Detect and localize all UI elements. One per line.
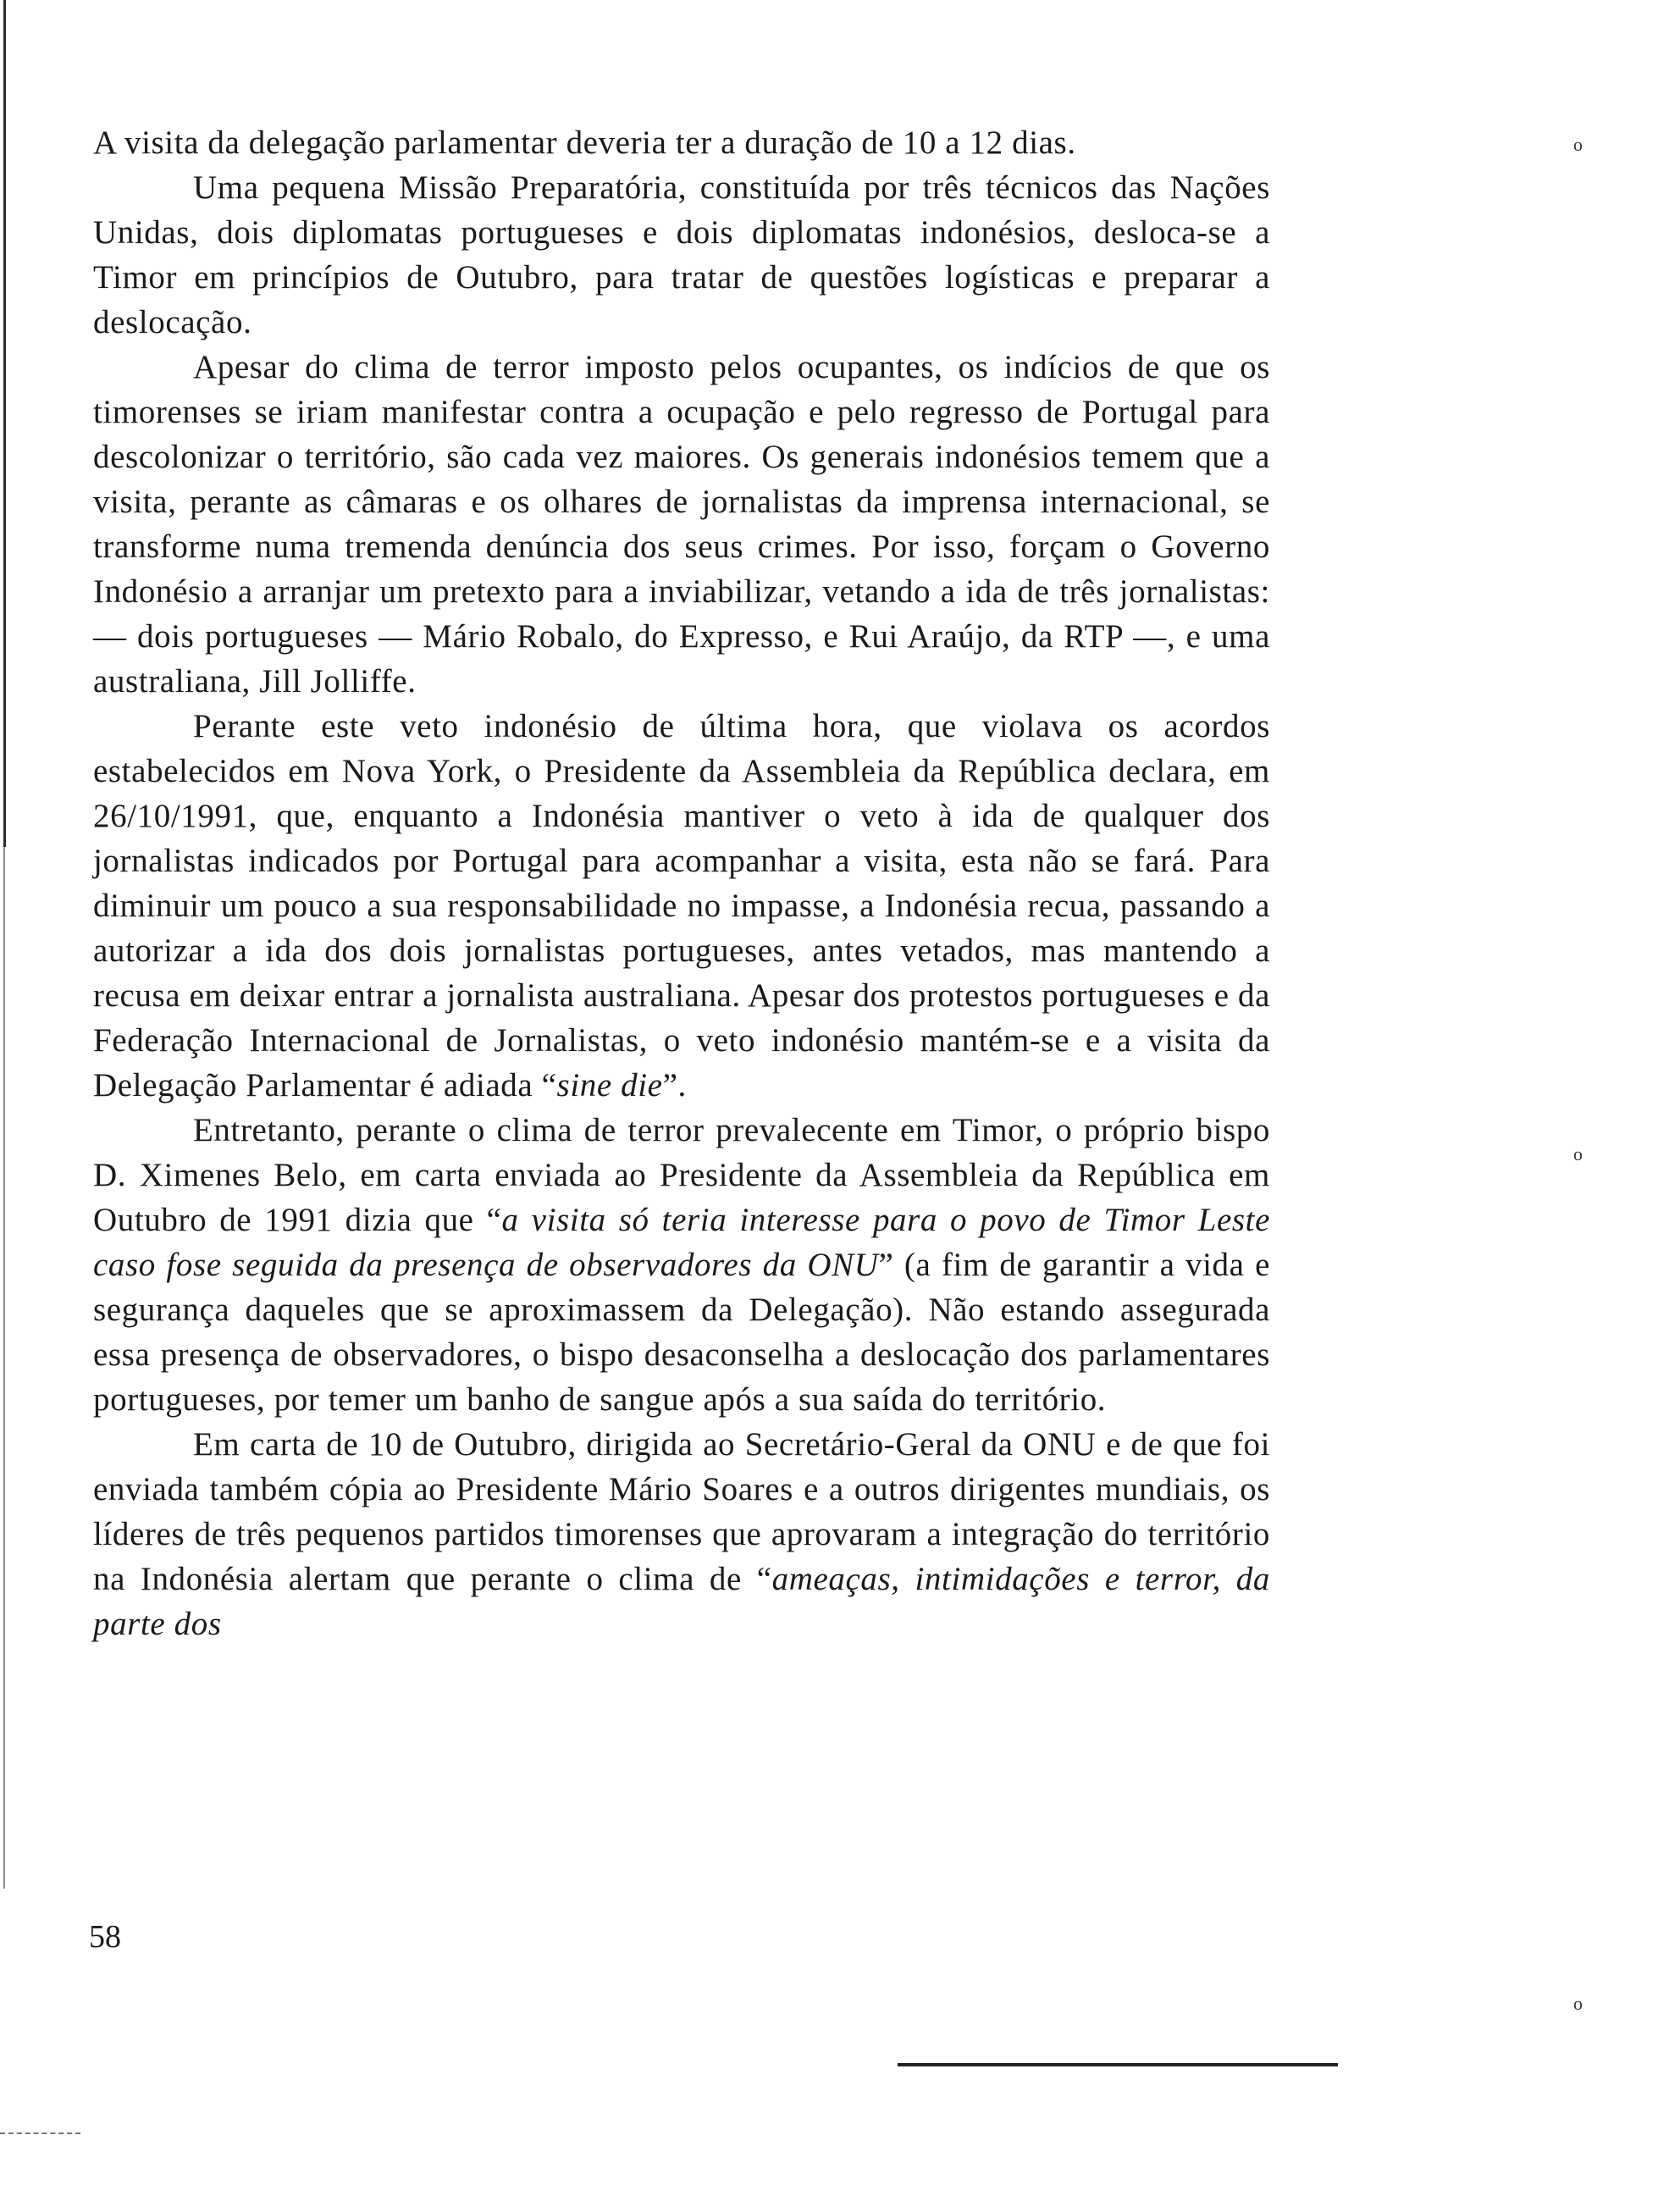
paragraph [93,1422,1270,1646]
paragraph-text: Apesar do clima de terror imposto pelos ocupantes, os indícios de que os timorenses se iriam manifestar contra a ocupação e pelo regresso de Portugal para descolonizar o território, são cada vez maiores. Os generais indonésios temem que a visita, perante as câmaras e os olhares de jornalistas da imprensa internacional, se transforme numa tremenda denúncia dos seus crimes. Por isso, forçam o Governo Indonésio a arranjar um pretexto para a inviabilizar, vetando a ida de três jornalistas: — dois portugueses — Mário Robalo, do Expresso, e Rui Araújo, da RTP —, e uma australiana, Jill Jolliffe. [93,349,1270,700]
left-margin-rule-lower [3,847,5,1889]
binder-hole-mark: o [1573,1143,1583,1164]
left-margin-rule [3,0,6,847]
paragraph [93,1108,1270,1422]
paragraph-text: Uma pequena Missão Preparatória, constituída por três técnicos das Nações Unidas, dois diplomatas portugueses e dois diplomatas indonésios, desloca-se a Timor em princípios de Outubro, para tratar de questões logísticas e preparar a deslocação. [93,169,1270,340]
footnote-rule [898,2063,1338,2066]
paragraph-text: A visita da delegação parlamentar deveria ter a duração de 10 a 12 dias. [93,124,1076,161]
italic-quote: a visita só teria interesse para o povo de Timor Leste caso fose seguida da presença de observadores da ONU [93,1202,1270,1283]
paragraph [93,120,1270,165]
paragraph [93,165,1270,345]
paragraph-text: Em carta de 10 de Outubro, dirigida ao Secretário-Geral da ONU e de que foi enviada também cópia ao Presidente Mário Soares e a outros dirigentes mundiais, os líderes de três pequenos partidos timorenses que aprovaram a integração do território na Indonésia alertam que perante o clima de “ [93,1426,1270,1597]
body-text [93,120,1270,1646]
paragraph [93,345,1270,704]
paragraph-text: Perante este veto indonésio de última hora, que violava os acordos estabelecidos em Nova York, o Presidente da Assembleia da República declara, em 26/10/1991, que, enquanto a Indonésia mantiver o veto à ida de qualquer dos jornalistas indicados por Portugal para acompanhar a visita, esta não se fará. Para diminuir um pouco a sua responsabilidade no impasse, a Indonésia recua, passando a autorizar a ida dos dois jornalistas portugueses, antes vetados, mas mantendo a recusa em deixar entrar a jornalista australiana. Apesar dos protestos portugueses e da Federação Internacional de Jornalistas, o veto indonésio mantém-se e a visita da Delegação Parlamentar é adiada “ [93,708,1270,1104]
paragraph-text: Entretanto, perante o clima de terror prevalecente em Timor, o próprio bispo D. Ximenes Belo, em carta enviada ao Presidente da Assembleia da República em Outubro de 1991 dizia que “ [93,1112,1270,1238]
scan-edge-mark [0,2132,80,2134]
paragraph-text: ” (a fim de garantir a vida e segurança daqueles que se aproximassem da Delegação). Não estando assegurada essa presença de observadores, o bispo desaconselha a deslocação dos parlamentares portugueses, por temer um banho de sangue após a sua saída do território. [93,1247,1270,1418]
page-number: 58 [89,1919,121,1955]
binder-hole-mark: o [1573,134,1583,155]
binder-hole-mark: o [1573,1993,1583,2014]
paragraph [93,704,1270,1108]
italic-phrase: sine die [556,1067,663,1104]
paragraph-text: ”. [662,1067,687,1104]
italic-quote: ameaças, intimidações e terror, da parte dos [93,1561,1270,1642]
